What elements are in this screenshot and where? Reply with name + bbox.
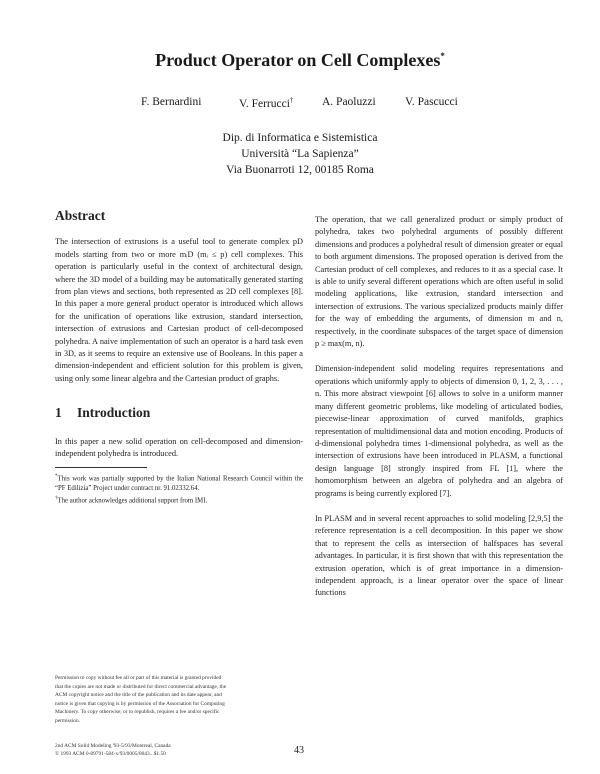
abstract-paragraph: The intersection of extrusions is a useful tool to generate complex pD models starting from two or more mᵢD (mᵢ ≤ p) cell complexes. This operation is particularly useful in the context of architectural design, where the 3D model of a building may be automatically generated starting from plan views and sections, both represented as 2D cell complexes [8]. In this paper a more general product operator is introduced which allows for the unification of operations like extrusion, standard intersection, intersection of extrusions and Cartesian product of cell-decomposed polyhedra. A naive implementation of such an operator is a hard task even in 3D, as it seems to require an extensive use of Booleans. In this paper a dimension-independent and efficient solution for this problem is given, using only some linear algebra and the Cartesian product of graphs. [55, 237, 303, 383]
title-footnote-mark: * [440, 51, 445, 61]
affiliation-dept: Dip. di Informatica e Sistemistica [222, 132, 378, 144]
author-1: F. Bernardini [141, 96, 202, 108]
affiliation-address: Via Buonarroti 12, 00185 Roma [226, 164, 374, 176]
footnote-2: †The author acknowledges additional support from IMI. [55, 495, 208, 505]
section-number: 1 [55, 405, 62, 421]
author-2: V. Ferrucci† [239, 96, 294, 110]
introduction-heading [55, 407, 303, 419]
paper-title [0, 50, 600, 71]
intro-paragraph: In this paper a new solid operation on cell-decomposed and dimension-independent polyhedra is introduced. [55, 436, 303, 459]
conference-line-1: 2nd ACM Solid Modeling '93-5/93/Montreal, Canada [55, 743, 171, 749]
body-paragraph-3: In PLASM and in several recent approaches to solid modeling [2,9,5] the reference representation is a cell decomposition. In this paper we show that to represent the cells as intersection of halfspaces has several advantages. In particular, it is first shown that with this representation the extrusion operation, which is of great importance in a dimension-independent approach, is a linear operator over the space of linear functions [315, 513, 563, 598]
section-title: Introduction [77, 405, 151, 421]
body-paragraph-1: The operation, that we call generalized product or simply product of polyhedra, takes two polyhedral arguments of possibly different dimensions and produces a polyhedral result of dimension greater or equal to both argument dimensions. The proposed operation is derived from the Cartesian product of cell complexes, and reduces to it as a special case. It is able to unify several different operations which are often useful in solid modeling applications, like extrusion, standard intersection and intersection of extrusions. The various specialized products mainly differ for the way of embedding the arguments, of dimension m and n, respectively, in the coordinate subspaces of the target space of dimension p ≥ max(m, n). [315, 215, 563, 349]
page-number: 43 [294, 745, 304, 756]
footnote-1: *This work was partially supported by the Italian National Research Council within the “PF Edilizia” Project under contract nr. 91.02332.64. [55, 473, 303, 492]
paper-title-text: Product Operator on Cell Complexes [155, 50, 441, 70]
right-column [315, 214, 563, 613]
conference-line-2: © 1993 ACM 0-89791-584-x/93/0005/0043...$1.50 [55, 751, 166, 757]
body-paragraph-2: Dimension-independent solid modeling requires representations and operations which uniformly apply to objects of dimension 0, 1, 2, 3, . . . , n. This more abstract viewpoint [6] allows to solve in a uniform manner many different geometric problems, like modeling of articulated bodies, piecewise-linear approximation of curved manifolds, graphics representation of multidimensional data and motion encoding. Products of d-dimensional polyhedra times 1-dimensional polyhedra, as well as the intersection of extrusions have been introduced in PLASM, a functional design language [8] strongly inspired from FL [1], where the homomorphism between an algebra of polyhedra and an algebra of programs is being currently explored [7]. [315, 364, 563, 498]
affiliation-university: Università “La Sapienza” [241, 148, 359, 160]
author-3: A. Paoluzzi [322, 96, 376, 108]
author-4: V. Pascucci [405, 96, 458, 108]
conference-info [55, 742, 275, 758]
abstract-heading: Abstract [55, 208, 106, 223]
copyright-permission-notice: Permission to copy without fee all or part of this material is granted provided that the copies are not made or distributed for direct commercial advantage, the ACM copyright notice and the title of the publication and its date appear, and notice is given that copying is by permission of the Association for Computing Machinery. To copy otherwise, or to republish, requires a fee and/or specific permission. [55, 675, 227, 724]
footnote-divider [55, 467, 147, 468]
affiliation [0, 130, 600, 178]
left-column [55, 210, 303, 506]
